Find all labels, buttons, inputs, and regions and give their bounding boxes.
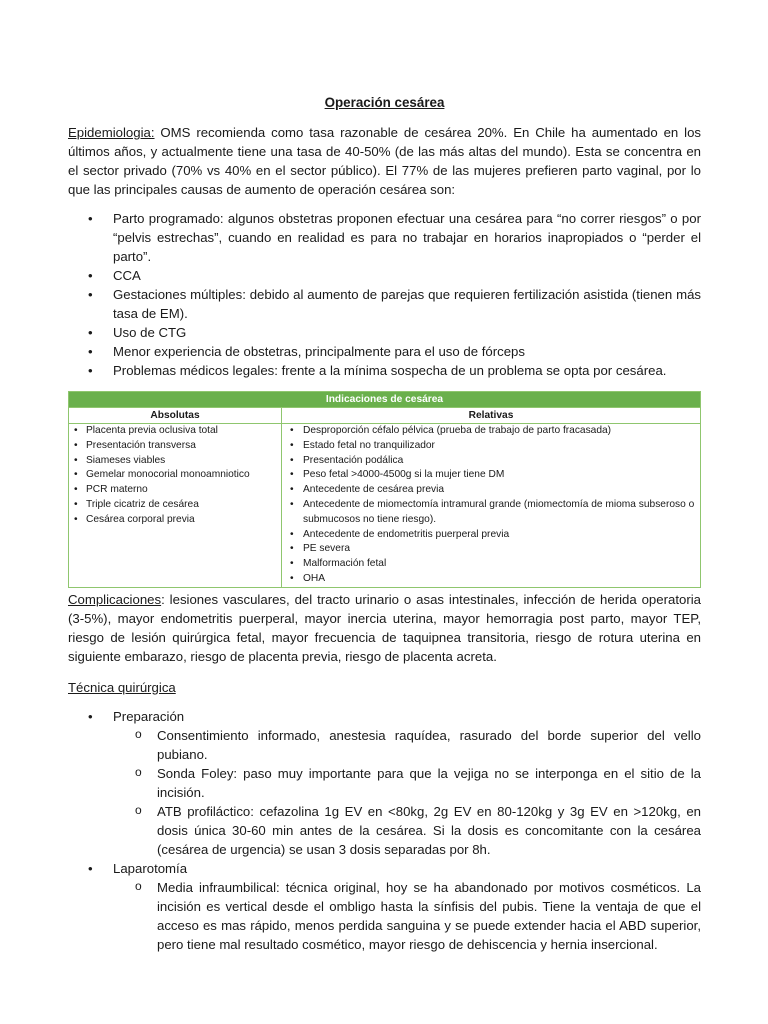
table-list-item: • Presentación transversa bbox=[69, 439, 281, 454]
sub-list-item: o ATB profiláctico: cefazolina 1g EV en <80kg, 2g EV en 80-120kg y 3g EV en >120kg, en dosis única 30-60 min antes de la cesárea. Si la dosis es concomitante con la cesárea (cesárea de urgencia) se usan 3 dosis separadas por 8h. bbox=[113, 802, 701, 859]
sub-list-item: o Media infraumbilical: técnica original, hoy se ha abandonado por motivos cosméticos. La incisión es vertical desde el ombligo hasta la sínfisis del pubis. Tiene la ventaja de que el acceso es mas rápido, menos perdida sanguina y se puede extender hacia el ABD superior, pero tiene mal resultado cosmético, mayor riesgo de dehiscencia y hernia insercional. bbox=[113, 878, 701, 954]
technique-list bbox=[68, 707, 701, 954]
technique-heading: Técnica quirúrgica bbox=[68, 679, 176, 695]
complications-text: : lesiones vasculares, del tracto urinario o asas intestinales, infección de herida operatoria (3-5%), mayor endometritis puerperal, mayor inercia uterina, mayor hemorragia post parto, mayor TEP, riesgo de lesión quirúrgica fetal, mayor frecuencia de taquipnea transitoria, riesgo de rotura uterina en siguiente embarazo, riesgo de placenta previa, riesgo de placenta acreta. bbox=[68, 591, 701, 664]
table-list-item: • PE severa bbox=[282, 542, 700, 557]
table-list-item: • Gemelar monocorial monoamniotico bbox=[69, 468, 281, 483]
page-title: Operación cesárea bbox=[324, 95, 445, 110]
table-header-absolute: Absolutas bbox=[69, 408, 282, 424]
table-list-item: • Cesárea corporal previa bbox=[69, 513, 281, 528]
table-list-item: • OHA bbox=[282, 572, 700, 587]
table-list-item: • Desproporción céfalo pélvica (prueba de trabajo de parto fracasada) bbox=[282, 424, 700, 439]
table-list-item: • Antecedente de endometritis puerperal previa bbox=[282, 528, 700, 543]
table-title: Indicaciones de cesárea bbox=[69, 392, 701, 408]
table-list-item: • Antecedente de cesárea previa bbox=[282, 483, 700, 498]
epidemiology-text: OMS recomienda como tasa razonable de cesárea 20%. En Chile ha aumentado en los últimos años, y actualmente tiene una tasa de 40-50% (de las más altas del mundo). Esta se concentra en el sector privado (70% vs 40% en el sector público). El 77% de las mujeres prefieren parto vaginal, por lo que las principales causas de aumento de operación cesárea son: bbox=[68, 125, 701, 197]
table-list-item: • Siameses viables bbox=[69, 454, 281, 469]
complications-label: Complicaciones bbox=[68, 591, 162, 607]
table-list-item: • Antecedente de miomectomía intramural grande (miomectomía de mioma subseroso o submucosos no tiene riesgo). bbox=[282, 498, 700, 528]
technique-section bbox=[68, 707, 701, 859]
list-item: • Menor experiencia de obstetras, principalmente para el uso de fórceps bbox=[68, 342, 701, 361]
list-item: • CCA bbox=[68, 266, 701, 285]
table-list-item: • Malformación fetal bbox=[282, 557, 700, 572]
table-header-relative: Relativas bbox=[282, 408, 701, 424]
list-item: • Parto programado: algunos obstetras proponen efectuar una cesárea para “no correr riesgos” o por “pelvis estrechas”, cuando en realidad es para no trabajar en horarios inapropiados o “perder el parto”. bbox=[68, 209, 701, 266]
list-item: • Uso de CTG bbox=[68, 323, 701, 342]
list-item: • Problemas médicos legales: frente a la mínima sospecha de un problema se opta por cesárea. bbox=[68, 361, 701, 380]
document-body bbox=[68, 93, 701, 954]
technique-section bbox=[68, 859, 701, 954]
table-list-item: • Presentación podálica bbox=[282, 454, 700, 469]
causes-list bbox=[68, 209, 701, 380]
sub-list-item: o Consentimiento informado, anestesia raquídea, rasurado del borde superior del vello pubiano. bbox=[113, 726, 701, 764]
table-list-item: • Triple cicatriz de cesárea bbox=[69, 498, 281, 513]
sub-list bbox=[113, 878, 701, 954]
table-list-item: • PCR materno bbox=[69, 483, 281, 498]
table-list-item: • Placenta previa oclusiva total bbox=[69, 424, 281, 439]
sub-list bbox=[113, 726, 701, 859]
section-label: Preparación bbox=[113, 708, 185, 724]
indications-table bbox=[68, 391, 701, 588]
absolute-cell bbox=[69, 424, 282, 588]
relative-cell bbox=[282, 424, 701, 588]
epidemiology-paragraph bbox=[68, 123, 701, 199]
epidemiology-label: Epidemiologia: bbox=[68, 125, 155, 140]
table-list-item: • Peso fetal >4000-4500g si la mujer tiene DM bbox=[282, 468, 700, 483]
relative-list bbox=[282, 424, 700, 587]
sub-list-item: o Sonda Foley: paso muy importante para que la vejiga no se interponga en el sitio de la incisión. bbox=[113, 764, 701, 802]
absolute-list bbox=[69, 424, 281, 528]
table-list-item: • Estado fetal no tranquilizador bbox=[282, 439, 700, 454]
complications-paragraph bbox=[68, 590, 701, 666]
section-label: Laparotomía bbox=[113, 860, 188, 876]
list-item: • Gestaciones múltiples: debido al aumento de parejas que requieren fertilización asistida (tienen más tasa de EM). bbox=[68, 285, 701, 323]
